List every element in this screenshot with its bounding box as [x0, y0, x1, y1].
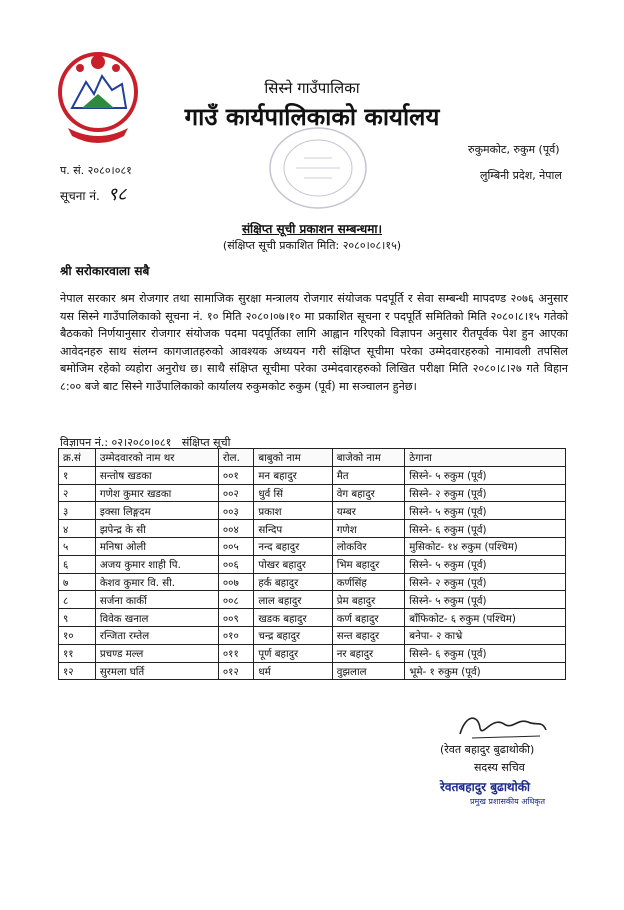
- table-cell: पोखर बहादुर: [254, 555, 332, 573]
- table-cell: भिम बहादुर: [332, 555, 405, 573]
- table-cell: ००४: [218, 520, 253, 538]
- table-row: [59, 502, 566, 520]
- table-cell: ५: [59, 537, 96, 555]
- table-cell: नन्द बहादुर: [254, 537, 332, 555]
- table-cell: केशव कुमार वि. सी.: [95, 573, 218, 591]
- table-cell: वुझलाल: [332, 662, 405, 680]
- table-cell: सिस्ने- ५ रुकुम (पूर्व): [405, 502, 566, 520]
- reference-number: प. सं. २०८०।०८१: [60, 164, 132, 177]
- table-cell: ०१०: [218, 626, 253, 644]
- signatory-role: सदस्य सचिव: [474, 761, 525, 774]
- table-cell: सर्जना कार्की: [95, 591, 218, 609]
- table-cell: सुरमला घर्ति: [95, 662, 218, 680]
- salutation: श्री सरोकारवाला सबै: [60, 264, 150, 278]
- table-cell: ००९: [218, 609, 253, 627]
- table-cell: सिस्ने- ५ रुकुम (पूर्व): [405, 466, 566, 484]
- header-grandfather-name: बाजेको नाम: [332, 449, 405, 467]
- signatory-name: (रेवत बहादुर बुढाथोकी): [440, 743, 535, 756]
- table-cell: ८: [59, 591, 96, 609]
- advertisement-number: विज्ञापन नं.: ०२।२०८०।०८१: [60, 436, 172, 449]
- table-row: [59, 484, 566, 502]
- header-serial: क्र.सं: [59, 449, 96, 467]
- table-cell: रन्जिता रम्तेल: [95, 626, 218, 644]
- table-cell: हर्क बहादुर: [254, 573, 332, 591]
- table-cell: लाल बहादुर: [254, 591, 332, 609]
- table-cell: ११: [59, 644, 96, 662]
- table-cell: २: [59, 484, 96, 502]
- table-row: [59, 573, 566, 591]
- table-cell: सिस्ने- २ रुकुम (पूर्व): [405, 573, 566, 591]
- table-cell: ००३: [218, 502, 253, 520]
- table-cell: लोकविर: [332, 537, 405, 555]
- table-cell: धुर्व सिं: [254, 484, 332, 502]
- notice-number: [60, 182, 127, 206]
- table-cell: १: [59, 466, 96, 484]
- table-cell: चन्द्र बहादुर: [254, 626, 332, 644]
- municipality-name: सिस्ने गाउँपालिका: [264, 79, 360, 97]
- table-cell: सन्दिप: [254, 520, 332, 538]
- table-cell: प्रचण्ड मल्ल: [95, 644, 218, 662]
- table-cell: ००२: [218, 484, 253, 502]
- table-cell: गणेश कुमार खडका: [95, 484, 218, 502]
- address-line-2: लुम्बिनी प्रदेश, नेपाल: [480, 169, 562, 182]
- table-cell: ०१२: [218, 662, 253, 680]
- table-row: [59, 520, 566, 538]
- table-cell: ९: [59, 609, 96, 627]
- address-line-1: रुकुमकोट, रुकुम (पूर्व): [468, 143, 560, 156]
- table-header-row: [59, 449, 566, 467]
- table-row: [59, 644, 566, 662]
- table-cell: सिस्ने- ५ रुकुम (पूर्व): [405, 591, 566, 609]
- table-cell: मन बहादुर: [254, 466, 332, 484]
- handwritten-signature: [452, 708, 552, 744]
- notice-number-value: ९८: [107, 184, 127, 205]
- table-cell: सन्तोष खडका: [95, 466, 218, 484]
- table-cell: ७: [59, 573, 96, 591]
- table-cell: वेग बहादुर: [332, 484, 405, 502]
- table-cell: सिस्ने- ६ रुकुम (पूर्व): [405, 520, 566, 538]
- table-cell: १०: [59, 626, 96, 644]
- table-cell: कर्णसिंह: [332, 573, 405, 591]
- table-cell: प्रेम बहादुर: [332, 591, 405, 609]
- header-address: ठेगाना: [405, 449, 566, 467]
- notice-number-label: सूचना नं.: [60, 189, 100, 203]
- notice-body: नेपाल सरकार श्रम रोजगार तथा सामाजिक सुरक्षा मन्त्रालय रोजगार संयोजक पदपूर्ति र सेवा सम्बन्धी मापदण्ड २०७६ अनुसार यस सिस्ने गाउँपालिकाको सूचना नं. १० मिति २०८०।०७।१० मा प्रकाशित सूचना र पदपूर्ति समितिको मिति २०८०।८।१५ गतेको बैठकको निर्णयानुसार रोजगार संयोजक पदमा पदपूर्तिका लागि आह्वान गरिएको विज्ञापन अनुसार रीतपूर्वक पेश हुन आएका आवेदनहरु साथ संलग्न कागजातहरुको आवश्यक अध्ययन गरी संक्षिप्त सूचीमा परेका उम्मेदवारहरुको नामावली तपसिल बमोजिम रहेको व्यहोरा अनुरोध छ। साथै संक्षिप्त सूचीमा परेका उम्मेदवारहरुको लिखित परीक्षा मिति २०८०।८।२७ गते विहान ८:०० बजे बाट सिस्ने गाउँपालिकाको कार्यालय रुकुमकोट रुकुम (पूर्व) मा सञ्चालन हुनेछ।: [60, 292, 568, 393]
- table-cell: झपेन्द्र के सी: [95, 520, 218, 538]
- publication-date: (संक्षिप्त सूची प्रकाशित मिति: २०८०।०८।१५): [222, 239, 402, 252]
- table-cell: मनिषा ओली: [95, 537, 218, 555]
- table-cell: गणेश: [332, 520, 405, 538]
- table-cell: सिस्ने- ६ रुकुम (पूर्व): [405, 644, 566, 662]
- candidate-table: [58, 448, 566, 680]
- table-cell: बाँफिकोट- ६ रुकुम (पश्चिम): [405, 609, 566, 627]
- office-title: गाउँ कार्यपालिकाको कार्यालय: [184, 103, 440, 131]
- header-father-name: बाबुको नाम: [254, 449, 332, 467]
- table-cell: मैत: [332, 466, 405, 484]
- table-cell: खडक बहादुर: [254, 609, 332, 627]
- office-stamp-watermark: [258, 118, 378, 218]
- table-cell: ०११: [218, 644, 253, 662]
- table-cell: ००१: [218, 466, 253, 484]
- table-row: [59, 537, 566, 555]
- table-cell: कर्ण बहादुर: [332, 609, 405, 627]
- table-cell: नर बहादुर: [332, 644, 405, 662]
- table-cell: मुसिकोट- १४ रुकुम (पश्चिम): [405, 537, 566, 555]
- table-cell: अजय कुमार शाही पि.: [95, 555, 218, 573]
- table-cell: ६: [59, 555, 96, 573]
- table-cell: धर्म: [254, 662, 332, 680]
- table-cell: ३: [59, 502, 96, 520]
- table-cell: सिस्ने- २ रुकुम (पूर्व): [405, 484, 566, 502]
- table-row: [59, 626, 566, 644]
- table-cell: ००८: [218, 591, 253, 609]
- table-cell: भूमे- १ रुकुम (पूर्व): [405, 662, 566, 680]
- signature-stamp-role: प्रमुख प्रशासकीय अधिकृत: [470, 797, 546, 806]
- table-cell: बनेपा- २ काभ्रे: [405, 626, 566, 644]
- table-cell: प्रकाश: [254, 502, 332, 520]
- table-cell: विवेक खनाल: [95, 609, 218, 627]
- table-row: [59, 609, 566, 627]
- table-row: [59, 555, 566, 573]
- table-cell: ४: [59, 520, 96, 538]
- subject-title: संक्षिप्त सूची प्रकाशन सम्बन्धमा।: [241, 222, 383, 236]
- header-candidate-name: उम्मेदवारको नाम थर: [95, 449, 218, 467]
- table-row: [59, 662, 566, 680]
- table-cell: ००६: [218, 555, 253, 573]
- table-cell: सिस्ने- ५ रुकुम (पूर्व): [405, 555, 566, 573]
- table-cell: सन्त बहादुर: [332, 626, 405, 644]
- table-cell: ००७: [218, 573, 253, 591]
- header-roll: रोल.: [218, 449, 253, 467]
- shortlist-title: संक्षिप्त सूची: [181, 436, 231, 449]
- table-cell: यम्बर: [332, 502, 405, 520]
- table-row: [59, 591, 566, 609]
- signature-stamp-name: रेवतबहादुर बुढाथोकी: [440, 780, 531, 794]
- table-cell: पूर्ण बहादुर: [254, 644, 332, 662]
- table-cell: इक्सा लिङ्गदम: [95, 502, 218, 520]
- table-cell: १२: [59, 662, 96, 680]
- table-row: [59, 466, 566, 484]
- table-cell: ००५: [218, 537, 253, 555]
